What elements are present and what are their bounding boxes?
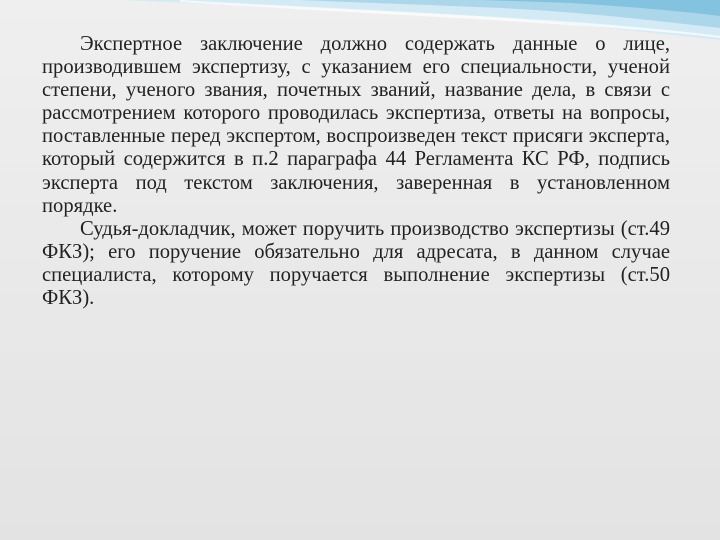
slide-body-text: [42, 33, 670, 310]
paragraph-expert-conclusion: Экспертное заключение должно содержать данные о лице, производившем экспертизу, с указанием его специальности, ученой степени, ученого звания, почетных званий, название дела, в связи с рассмотрением которого проводилась экспертиза, ответы на вопросы, поставленные перед экспертом, воспроизведен текст присяги эксперта, который содержится в п.2 параграфа 44 Регламента КС РФ, подпись эксперта под текстом заключения, заверенная в установленном порядке.: [42, 33, 670, 217]
paragraph-reporting-judge: Судья-докладчик, может поручить производство экспертизы (ст.49 ФКЗ); его поручение обязательно для адресата, в данном случае специалиста, которому поручается выполнение экспертизы (ст.50 ФКЗ).: [42, 217, 670, 310]
